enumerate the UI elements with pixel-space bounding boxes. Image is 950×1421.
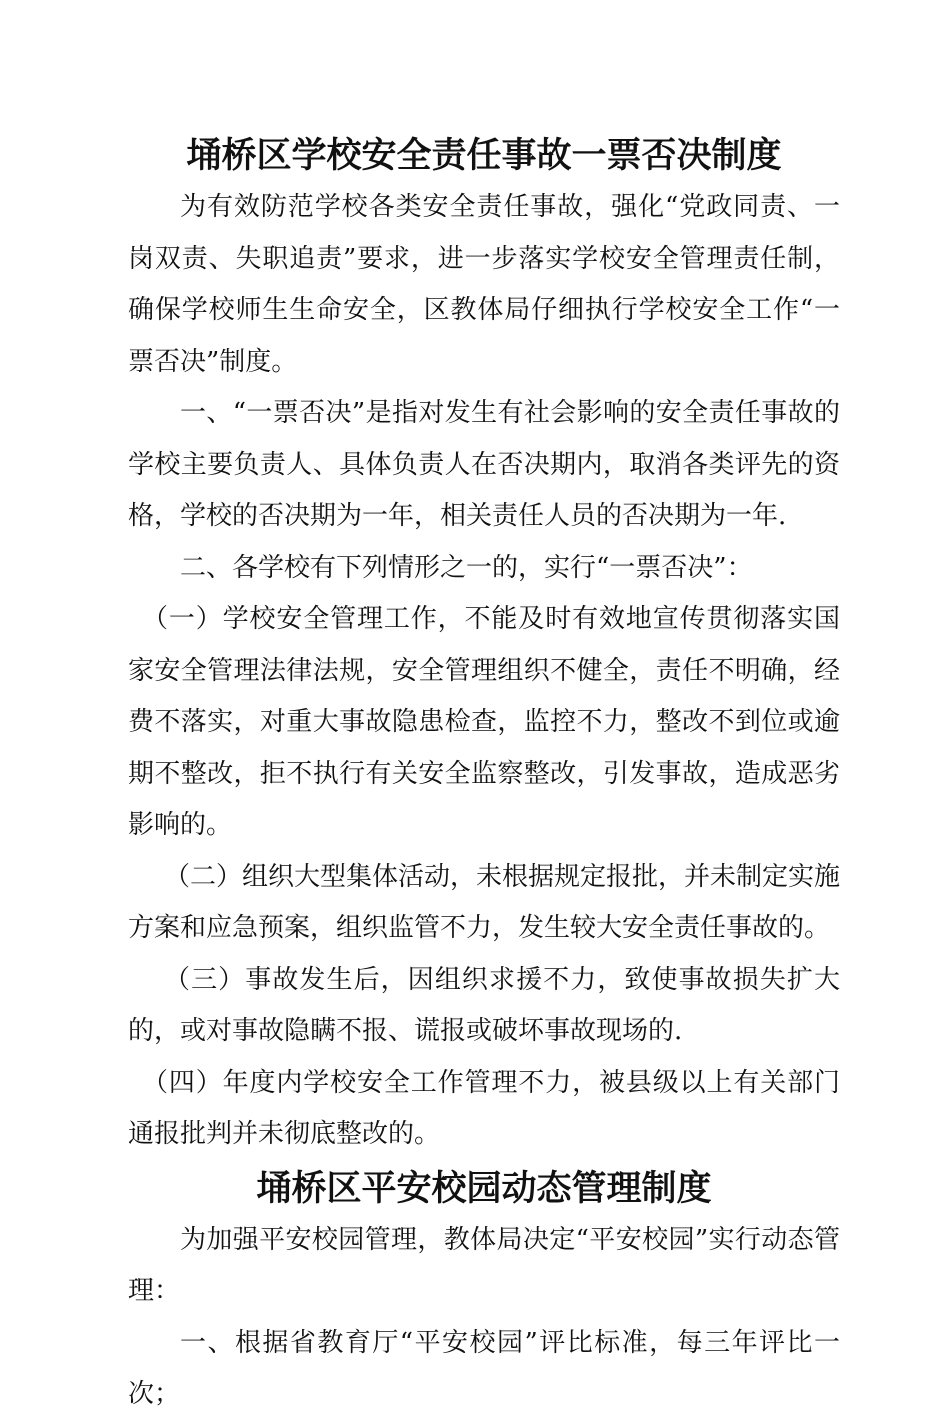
paragraph-condition-3: （三）事故发生后，因组织求援不力，致使事故损失扩大的，或对事故隐瞒不报、谎报或破坏事故现场的. [128,964,840,1046]
document-title-accountability: 埇桥区学校安全责任事故一票否决制度 [186,136,782,176]
paragraph-conditions-heading: 二、各学校有下列情形之一的，实行“一票否决”： [180,552,753,583]
paragraph-safe-campus-intro: 为加强平安校园管理，教体局决定“平安校园”实行动态管理： [128,1224,840,1306]
paragraph-intro: 为有效防范学校各类安全责任事故，强化“党政同责、一岗双责、失职追责”要求，进一步落实学校安全管理责任制，确保学校师生生命安全，区教体局仔细执行学校安全工作“一票否决”制度。 [128,192,840,377]
paragraph-condition-1: （一）学校安全管理工作，不能及时有效地宣传贯彻落实国家安全管理法律法规，安全管理组织不健全，责任不明确，经费不落实，对重大事故隐患检查，监控不力，整改不到位或逾期不整改，拒不执行有关安全监察整改，引发事故，造成恶劣影响的。 [128,604,840,840]
paragraph-safe-campus-item-1: 一、根据省教育厅“平安校园”评比标准，每三年评比一次； [128,1327,840,1409]
document-title-safe-campus: 埇桥区平安校园动态管理制度 [256,1168,712,1209]
document-page [128,128,840,1421]
paragraph-condition-4: （四）年度内学校安全工作管理不力，被县级以上有关部门通报批判并未彻底整改的。 [128,1067,840,1149]
paragraph-definition: 一、“一票否决”是指对发生有社会影响的安全责任事故的学校主要负责人、具体负责人在否决期内，取消各类评先的资格，学校的否决期为一年，相关责任人员的否决期为一年. [128,398,840,531]
paragraph-condition-2: （二）组织大型集体活动，未根据规定报批，并未制定实施方案和应急预案，组织监管不力，发生较大安全责任事故的。 [128,861,841,943]
